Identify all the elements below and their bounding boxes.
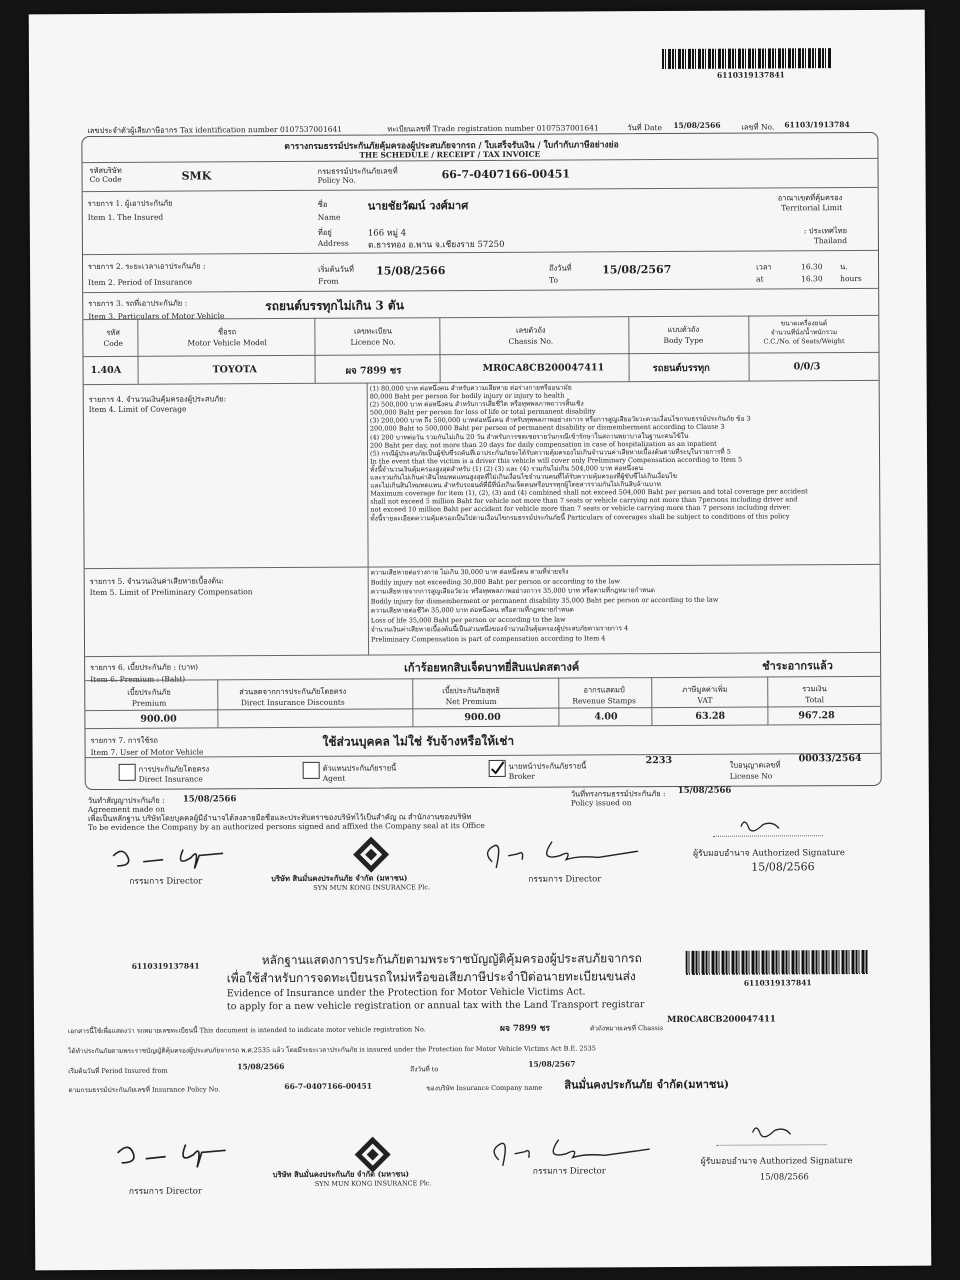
period-from: 15/08/2566 [376,264,446,278]
total-value: 967.28 [798,710,835,722]
time-label: เวลา at [756,262,772,284]
net-value: 900.00 [464,711,501,724]
col-stamps: อากรแสตมป์ Revenue Stamps [572,685,636,706]
authorized-label-2: ผู้รับมอบอำนาจ Authorized Signature [700,1156,853,1167]
item1-label: รายการ 1. ผู้เอาประกันภัย Item 1. The Insured [87,198,173,223]
item6-label: รายการ 6. เบี้ยประกันภัย : (บาท) Item 6. Premium : (Baht) [90,662,199,685]
time-values: 16.30 16.30 [801,262,823,284]
evidence-title-th-1: หลักฐานแสดงการประกันภัยตามพระราชบัญญัติคุ้มครองผู้ประสบภัยจากรถ [261,951,642,968]
engine-size: 0/0/3 [793,361,821,373]
check-mark-icon [490,761,505,776]
col-discount: ส่วนลดจากการประกันภัยโดยตรง Direct Insurance Discounts [239,686,347,708]
barcode-number: 6110319137841 [717,70,785,80]
licence-no: ผจ 7899 ชร [345,365,402,377]
chassis-no: MR0CA8CB200047411 [482,362,605,374]
col-size: ขนาดเครื่องยนต์ จำนวนที่นั่ง/น้ำหนักรวม C.C./No. of Seats/Weight [763,319,845,346]
vehicle-use: ใช้ส่วนบุคคล ไม่ใช่ รับจ้างหรือให้เช่า [322,733,515,749]
company-name-th-2: บริษัท สินมั่นคงประกันภัย จำกัด (มหาชน) [272,1169,410,1180]
premium-value: 900.00 [140,713,177,725]
company-name-en-2: SYN MUN KONG INSURANCE Plc. [314,1179,432,1188]
issued-date: 15/08/2566 [677,785,732,796]
authorized-date-2: 15/08/2566 [759,1172,809,1183]
authorized-date-1: 15/08/2566 [751,860,815,874]
company-name-th-1: บริษัท สินมั่นคงประกันภัย จำกัด (มหาชน) [271,873,408,884]
col-licence: เลขทะเบียน Licence No. [350,326,396,347]
stamps-value: 4.00 [594,711,618,723]
agent-checkbox[interactable] [303,762,320,779]
address-line-2: ต.ธารทอง อ.พาน จ.เชียงราย 57250 [367,239,505,251]
schedule-title-en: THE SCHEDULE / RECEIPT / TAX INVOICE [359,149,541,160]
no-value: 61103/1913784 [784,120,850,130]
coverage-text: (1) 80,000 บาท ต่อหนึ่งคน สำหรับความเสียหาย ต่อร่างกายหรืออนามัย 80,000 Baht per person for bodily injury or injury to health (2) 500,000 บาท ต่อหนึ่งคน สำหรับการเสียชีวิต หรือทุพพลภาพถาวรสิ้นเชิง 500,000 Baht per person for loss of life or total permanent disability (3) 200,000 บาท ถึง 500,000 บาทต่อหนึ่งคน สำหรับทุพพลภาพอย่างถาวร หรือการสูญเสียอวัยวะตามเงื่อนไขกรมธรรม์ประกันภัย ข้อ 3 200,000 Baht to 500,000 Baht per person of permanent disability or dismemberment according to Clause 3 (4) 200 บาทต่อวัน รวมกันไม่เกิน 20 วัน สำหรับการชดเชยรายวันกรณีเข้ารักษาในสถานพยาบาลในฐานะคนไข้ใน 200 Baht per day, not more than 20 days for daily compensation in case of hospitalization as an inpatient (5) กรณีผู้ประสบภัยเป็นผู้ขับขี่รถคันที่เอาประกันภัยจะได้รับความคุ้มครองไม่เกินจำนวนค่าเสียหายเบื้องต้นตามที่ระบุในรายการที่ 5 In the event that the victim is a driver this vehicle will cover only Preliminary Compensation according to Item 5 ทั้งนี้จำนวนเงินคุ้มครองสูงสุดสำหรับ (1) (2) (3) และ (4) รวมกันไม่เกิน 504,000 บาท ต่อหนึ่งคน และรวมกันไม่เกินค่าสินไหมทดแทนสูงสุดที่ไม่เกินเงื่อนไขจำนวนคนที่ได้รับความคุ้มครองที่ผู้ขับขี่ไม่เกินเงื่อนไข และไม่เกินสินไหมทดแทน สำหรับรถยนต์ที่มีที่นั่งเกินเจ็ดคนหรือบรรทุกผู้โดยสารรวมกันไม่เกินสิบล้านบาท Maximum coverage for item (1), (2), (3) and (4) combined shall not exceed 504,000 Baht per person and total coverage per accident shall not exceed 5 million Baht for vehicle not more than 7 seats or vehicle carrying not more than 7persons including driver and not exceed 10 million Baht per accident for vehicle more than 7 seats or vehicle carrying more than 7 persons including driver. ทั้งนี้รายละเอียดความคุ้มครองเป็นไปตามเงื่อนไขกรมธรรม์ประกันภัยนี้ Particulars of coverages shall be subject to conditions of this policy [369,383,808,523]
evidence-barcode [686,950,868,975]
evidence-line-2: ได้ทำประกันภัยตามพระราชบัญญัติคุ้มครองผู้ประสบภัยจากรถ พ.ศ.2535 แล้ว โดยมีระยะเวลาประกันภัย is insured under the Protection for Motor Vehicle Victims Act B.E. 2535 [68,1044,596,1056]
address-label: ที่อยู่ Address [317,227,349,248]
policy-label: กรมธรรม์ประกันภัยเลขที่ Policy No. [317,166,398,185]
col-model: ชื่อรถ Motor Vehicle Model [187,327,267,348]
amount-in-words: เก้าร้อยหกสิบเจ็ดบาทยี่สิบแปดสตางค์ [404,660,580,675]
broker-number: 2233 [645,754,673,767]
co-code: SMK [181,169,212,183]
authorized-label-1: ผู้รับมอบอำนาจ Authorized Signature [693,848,845,859]
item3-label: รายการ 3. รถที่เอาประกันภัย : Item 3. Particulars of Motor Vehicle [88,298,225,322]
date-label: วันที่ Date [627,123,662,133]
company-seal-icon [351,834,391,874]
direct-insurance-label: การประกันภัยโดยตรง Direct Insurance [138,764,210,784]
director-signature-3 [110,1128,250,1175]
vehicle-model: TOYOTA [212,364,257,376]
evidence-from: 15/08/2566 [237,1062,285,1072]
evidence-policy-label: ตามกรมธรรม์ประกันภัยเลขที่ Insurance Policy No. [68,1085,221,1095]
agent-label: ตัวแทนประกันภัยรายนี้ Agent [322,763,397,783]
col-chassis: เลขตัวถัง Chassis No. [508,325,554,346]
co-code-label: รหัสบริษัท Co Code [89,165,122,185]
evidence-barcode-number-right: 6110319137841 [743,978,812,988]
director-label-4: กรรมการ Director [532,1166,606,1177]
col-body: แบบตัวถัง Body Type [663,324,704,346]
issued-label: วันที่ทรงกรมธรรม์ประกันภัย : Policy issued on [570,789,666,808]
vehicle-code: 1.40A [90,364,122,377]
schedule-title-th: ตารางกรมธรรม์ประกันภัยคุ้มครองผู้ประสบภัยจากรถ / ใบเสร็จรับเงิน / ใบกำกับภาษีอย่างย่อ [284,140,619,153]
barcode [662,48,832,69]
time-units: น. hours [840,262,862,284]
vehicle-type: รถยนต์บรรทุกไม่เกิน 3 ตัน [265,298,404,314]
evidence-to: 15/08/2567 [528,1059,576,1069]
trade-reg: ทะเบียนเลขที่ Trade registration number 0107537001641 [387,123,599,134]
no-label: เลขที่ No. [741,122,775,132]
evidence-title-en-1: Evidence of Insurance under the Protection for Motor Vehicle Victims Act. [226,986,586,1000]
col-total: รวมเงิน Total [802,684,827,705]
to-label: ถึงวันที่ To [549,263,572,285]
country: : ประเทศไทย Thailand [803,226,848,246]
director-label-1: กรรมการ Director [129,876,203,887]
evidence-chassis: MR0CA8CB200047411 [666,1014,776,1026]
policy-number: 66-7-0407166-00451 [441,167,571,182]
agreement-date: 15/08/2566 [182,794,237,805]
evidence-company-label: ของบริษัท Insurance Company name [426,1083,543,1093]
license-label: ใบอนุญาตเลขที่ License No [729,760,781,781]
broker-checkbox[interactable] [489,760,506,777]
insured-name: นายชัยวัฒน์ วงศ์มาศ [367,199,469,213]
direct-insurance-checkbox[interactable] [119,764,136,781]
tax-id: เลขประจำตัวผู้เสียภาษีอากร Tax identification number 0107537001641 [87,124,343,136]
col-code: รหัส Code [103,327,123,348]
evidence-plate: ผจ 7899 ชร [500,1023,550,1034]
license-number: 00033/2564 [798,753,862,765]
broker-label: นายหน้าประกันภัยรายนี้ Broker [508,761,587,781]
director-label-2: กรรมการ Director [528,874,602,885]
authorized-signature-2 [745,1118,815,1144]
item2-label: รายการ 2. ระยะเวลาเอาประกันภัย : Item 2. Period of Insurance [88,261,206,288]
vat-value: 63.28 [695,710,726,722]
item4-label: รายการ 4. จำนวนเงินคุ้มครองผู้ประสบภัย: Item 4. Limit of Coverage [88,394,227,415]
name-label: ชื่อ Name [317,199,341,222]
period-to: 15/08/2567 [602,262,672,277]
stamp-duty-paid: ชำระอากรแล้ว [762,659,834,673]
director-label-3: กรรมการ Director [128,1186,202,1197]
evidence-from-label: เริ่มต้นวันที่ Period Insured from [68,1066,168,1076]
evidence-to-label: ถึงวันที่ to [410,1065,439,1074]
evidence-title-en-2: to apply for a new vehicle registration or annual tax with the Land Transport registrar [226,999,645,1013]
evidence-barcode-number-left: 6110319137841 [131,961,200,971]
territory-label: อาณาเขตที่คุ้มครอง Territorial Limit [777,193,843,213]
insurance-document-page [29,10,932,1271]
item7-label: รายการ 7. การใช้รถ Item 7. User of Motor Vehicle [90,735,204,758]
from-label: เริ่มต้นวันที่ From [318,264,354,286]
evidence-title-th-2: เพื่อใช้สำหรับการจดทะเบียนรถใหม่หรือขอเสียภาษีประจำปีต่อนายทะเบียนขนส่ง [226,969,636,986]
company-name-en-1: SYN MUN KONG INSURANCE Plc. [313,883,431,892]
agreement-label: วันทำสัญญาประกันภัย : Agreement made on [87,795,165,815]
director-signature-1 [103,835,253,876]
director-signature-2 [478,831,658,874]
col-net: เบี้ยประกันภัยสุทธิ Net Premium [442,685,500,707]
address-line-1: 166 หมู่ 4 [367,228,407,239]
date-value: 15/08/2566 [673,120,721,130]
preliminary-text: ความเสียหายต่อร่างกาย ไม่เกิน 30,000 บาท ต่อหนึ่งคน ตามที่จ่ายจริง Bodily injury not exceeding 30,000 Baht per person or according to the law ความเสียหายจากการสูญเสียอวัยวะ หรือทุพพลภาพอย่างถาวร 35,000 บาท หรือตามที่กฎหมายกำหนด Bodily injury for dismemberment or permanent disability 35,000 Baht per person or according to the law ความเสียหายต่อชีวิต 35,000 บาท ต่อหนึ่งคน หรือตามที่กฎหมายกำหนด Loss of life 35,000 Baht per person or according to the law จำนวนเงินค่าเสียหายเบื้องต้นนี้เป็นส่วนหนึ่งของจำนวนเงินคุ้มครองผู้ประสบภัยตามรายการ 4 Preliminary Compensation is part of compensation according to Item 4 [370,567,719,644]
evidence-statement: เพื่อเป็นหลักฐาน บริษัทโดยบุคคลผู้มีอำนาจได้ลงลายมือชื่อและประทับตราของบริษัทไว้เป็นสำคัญ ณ สำนักงานของบริษัท To be evidence the Company by an authorized persons signed and affixed the Company seal at its Office [87,812,485,833]
col-premium: เบี้ยประกันภัย Premium [127,687,171,708]
col-vat: ภาษีมูลค่าเพิ่ม VAT [682,684,728,705]
evidence-policy-no: 66-7-0407166-00451 [284,1081,372,1092]
item5-label: รายการ 5. จำนวนเงินค่าเสียหายเบื้องต้น: Item 5. Limit of Preliminary Compensation [89,576,253,598]
evidence-chassis-label: ตัวถังหมายเลขที่ Chassis [590,1024,664,1033]
evidence-company: สินมั่นคงประกันภัย จำกัด(มหาชน) [564,1077,730,1092]
body-type: รถยนต์บรรทุก [652,362,710,375]
evidence-line-1: เอกสารนี้ใช้เพื่อแสดงว่า รถหมายเลขทะเบียนนี้ This document is intended to indicate motor vehicle registration No. [68,1025,426,1036]
